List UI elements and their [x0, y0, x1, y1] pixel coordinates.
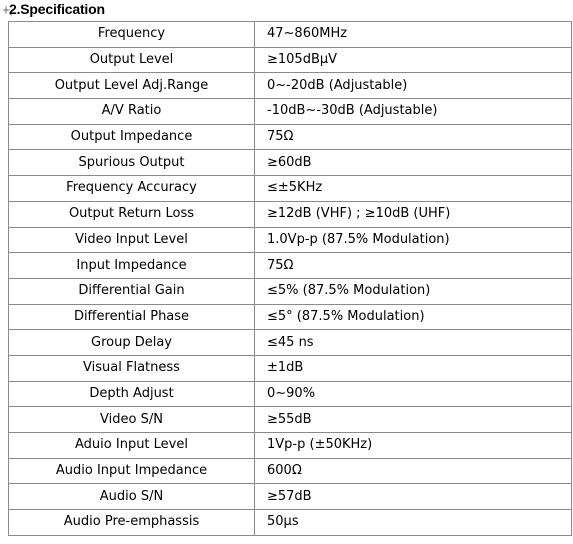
value-cell: ≥60dB	[255, 150, 572, 176]
parameter-cell: Depth Adjust	[9, 381, 255, 407]
parameter-cell: Output Return Loss	[9, 201, 255, 227]
parameter-cell: Audio Pre-emphassis	[9, 510, 255, 536]
parameter-cell: Group Delay	[9, 330, 255, 356]
parameter-cell: Audio S/N	[9, 484, 255, 510]
value-cell: 0~-20dB (Adjustable)	[255, 73, 572, 99]
table-row	[9, 176, 572, 202]
table-row	[9, 510, 572, 536]
value-cell: 75Ω	[255, 253, 572, 279]
table-row	[9, 458, 572, 484]
table-row	[9, 253, 572, 279]
table-row	[9, 278, 572, 304]
value-cell: ≤45 ns	[255, 330, 572, 356]
parameter-cell: Output Impedance	[9, 124, 255, 150]
parameter-cell: Differential Phase	[9, 304, 255, 330]
value-cell: ≥12dB (VHF) ; ≥10dB (UHF)	[255, 201, 572, 227]
value-cell: 47~860MHz	[255, 22, 572, 48]
table-row	[9, 355, 572, 381]
table-row	[9, 22, 572, 48]
specification-table	[8, 21, 572, 536]
parameter-cell: Video S/N	[9, 407, 255, 433]
table-row	[9, 304, 572, 330]
value-cell: ≥105dBμV	[255, 47, 572, 73]
value-cell: ≤5% (87.5% Modulation)	[255, 278, 572, 304]
table-row	[9, 330, 572, 356]
table-row	[9, 124, 572, 150]
parameter-cell: Output Level	[9, 47, 255, 73]
table-row	[9, 201, 572, 227]
parameter-cell: Frequency Accuracy	[9, 176, 255, 202]
section-heading	[0, 0, 573, 20]
parameter-cell: Spurious Output	[9, 150, 255, 176]
section-title: 2.Specification	[9, 1, 105, 17]
parameter-cell: Video Input Level	[9, 227, 255, 253]
table-row	[9, 47, 572, 73]
value-cell: ≥55dB	[255, 407, 572, 433]
parameter-cell: Input Impedance	[9, 253, 255, 279]
table-row	[9, 484, 572, 510]
value-cell: -10dB~-30dB (Adjustable)	[255, 99, 572, 125]
table-row	[9, 407, 572, 433]
value-cell: 0~90%	[255, 381, 572, 407]
table-row	[9, 99, 572, 125]
parameter-cell: Audio Input Impedance	[9, 458, 255, 484]
table-row	[9, 150, 572, 176]
table-row	[9, 227, 572, 253]
value-cell: ≤5° (87.5% Modulation)	[255, 304, 572, 330]
value-cell: ±1dB	[255, 355, 572, 381]
parameter-cell: Frequency	[9, 22, 255, 48]
parameter-cell: A/V Ratio	[9, 99, 255, 125]
table-row	[9, 73, 572, 99]
table-row	[9, 381, 572, 407]
table-row	[9, 433, 572, 459]
parameter-cell: Aduio Input Level	[9, 433, 255, 459]
specification-table-body	[9, 22, 572, 536]
parameter-cell: Output Level Adj.Range	[9, 73, 255, 99]
value-cell: 600Ω	[255, 458, 572, 484]
value-cell: 1Vp-p (±50KHz)	[255, 433, 572, 459]
parameter-cell: Visual Flatness	[9, 355, 255, 381]
parameter-cell: Differential Gain	[9, 278, 255, 304]
value-cell: 50μs	[255, 510, 572, 536]
value-cell: 75Ω	[255, 124, 572, 150]
value-cell: ≥57dB	[255, 484, 572, 510]
value-cell: ≤±5KHz	[255, 176, 572, 202]
value-cell: 1.0Vp-p (87.5% Modulation)	[255, 227, 572, 253]
